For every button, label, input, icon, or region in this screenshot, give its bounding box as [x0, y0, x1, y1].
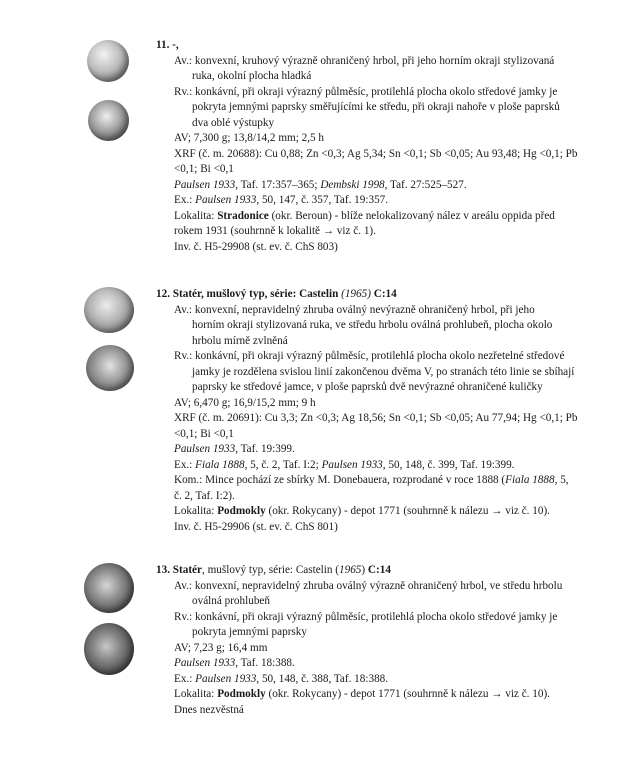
xrf-analysis: XRF (č. m. 20688): Cu 0,88; Zn <0,3; Ag 5,34; Sn <0,1; Sb <0,05; Au 93,48; Hg <0,1; Pb <0,1; Bi <0,1: [174, 147, 578, 175]
metrics: AV; 7,23 g; 16,4 mm: [174, 641, 268, 654]
inventory-number: Inv. č. H5-29908 (st. ev. č. ChS 803): [174, 240, 338, 253]
metrics: AV; 7,300 g; 13,8/14,2 mm; 2,5 h: [174, 132, 325, 144]
coin-obverse-image: [84, 287, 134, 333]
coin-reverse-image: [84, 623, 134, 675]
inventory-number: Inv. č. H5-29906 (st. ev. č. ChS 801): [174, 520, 338, 533]
entry-text: [156, 563, 626, 718]
obverse-description: Av.: konvexní, kruhový výrazně ohraničený hrbol, při jeho horním okraji stylizovaná ruka, okolní plocha hladká: [174, 54, 555, 82]
literature: Paulsen 1933, Taf. 19:399.: [174, 443, 295, 455]
locality: Lokalita: Podmokly (okr. Rokycany) - depot 1771 (souhrnně k nálezu → viz č. 10).: [174, 505, 550, 517]
coin-obverse-image: [84, 563, 134, 613]
comment: Kom.: Mince pochází ze sbírky M. Donebauera, rozprodané v roce 1888 (Fiala 1888, 5, č. 2, Taf. I:2).: [174, 474, 569, 502]
exemplar: Ex.: Paulsen 1933, 50, 148, č. 388, Taf. 18:388.: [174, 672, 389, 685]
literature: Paulsen 1933, Taf. 18:388.: [174, 657, 295, 669]
metrics: AV; 6,470 g; 16,9/15,2 mm; 9 h: [174, 396, 316, 409]
locality: Lokalita: Stradonice (okr. Beroun) - blíže nelokalizovaný nález v areálu oppida před rokem 1931 (souhrnně k lokalitě → viz č. 1).: [174, 209, 555, 237]
inventory-number: Dnes nezvěstná: [174, 703, 244, 716]
exemplar: Ex.: Fiala 1888, 5, č. 2, Taf. I:2; Paulsen 1933, 50, 148, č. 399, Taf. 19:399.: [174, 458, 515, 471]
reverse-description: Rv.: konkávní, při okraji výrazný půlměsíc, protilehlá plocha okolo středové jamky je pokryta jemnými paprsky směřujícími ke středu, při okraji nahoře v ploše paprsků dva oblé výstupky: [174, 85, 560, 129]
obverse-description: Av.: konvexní, nepravidelný zhruba oválný výrazně ohraničený hrbol, ve středu hrbolu oválná prohlubeň: [174, 579, 563, 607]
entry-title: 13. Statér, mušlový typ, série: Castelin (1965) C:14: [156, 564, 391, 576]
xrf-analysis: XRF (č. m. 20691): Cu 3,3; Zn <0,3; Ag 18,56; Sn <0,1; Sb <0,05; Au 77,94; Hg <0,1; Pb <0,1; Bi <0,1: [174, 412, 578, 440]
coin-reverse-image: [88, 100, 129, 141]
coin-obverse-image: [87, 40, 129, 82]
entry-text: [156, 38, 626, 255]
entry-title: 11. -,: [156, 39, 179, 51]
reverse-description: Rv.: konkávní, při okraji výrazný půlměsíc, protilehlá plocha okolo nezřetelné středové jamky je rozdělena svislou linií zakončenou dvěma V, po stranách této linie se sbíhají paprsky ke středové jamce, v ploše paprsků dvě nevýrazné ohraničené kuličky: [174, 350, 575, 393]
entry-title: 12. Statér, mušlový typ, série: Castelin (1965) C:14: [156, 288, 397, 300]
literature: Paulsen 1933, Taf. 17:357–365; Dembski 1998, Taf. 27:525–527.: [174, 178, 467, 191]
obverse-description: Av.: konvexní, nepravidelný zhruba oválný nevýrazně ohraničený hrbol, při jeho horním okraji stylizovaná ruka, ve středu hrbolu oválná prohlubeň, plocha okolo hrbolu mírně zvlněná: [174, 303, 553, 347]
locality: Lokalita: Podmokly (okr. Rokycany) - depot 1771 (souhrnně k nálezu → viz č. 10).: [174, 688, 550, 700]
reverse-description: Rv.: konkávní, při okraji výrazný půlměsíc, protilehlá plocha okolo středové jamky je pokryta jemnými paprsky: [174, 610, 558, 638]
exemplar: Ex.: Paulsen 1933, 50, 147, č. 357, Taf. 19:357.: [174, 194, 389, 206]
coin-reverse-image: [86, 345, 134, 391]
entry-text: [156, 287, 626, 535]
